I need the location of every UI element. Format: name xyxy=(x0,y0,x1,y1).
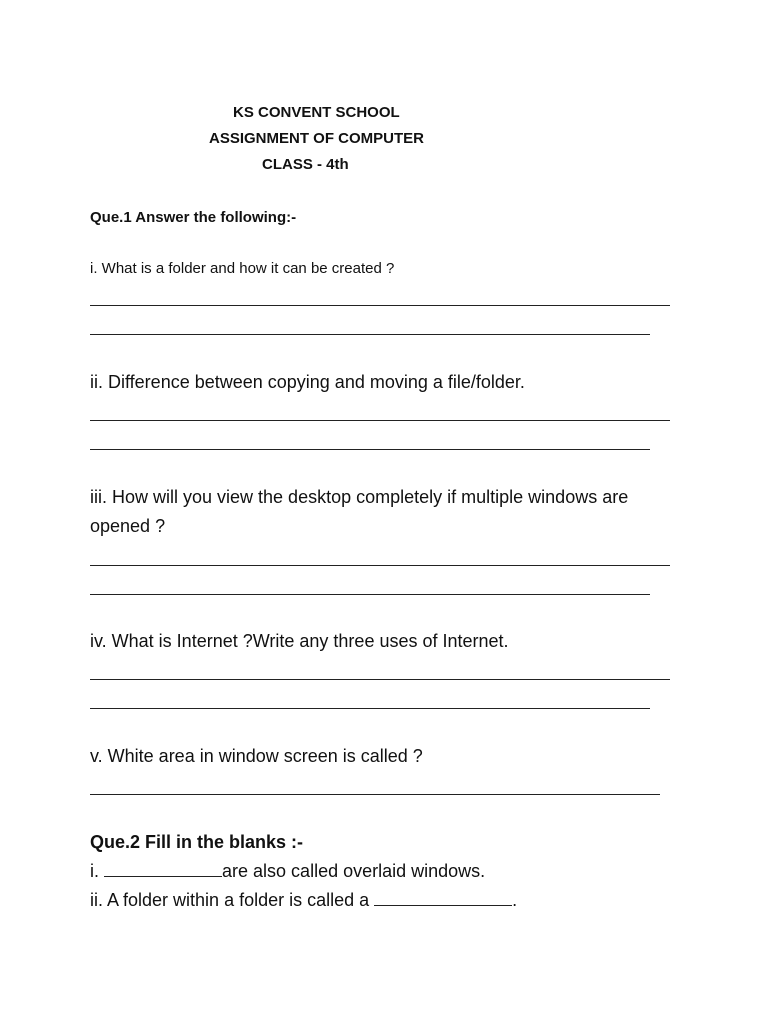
answer-line xyxy=(90,794,660,795)
fill-blank-i-prefix: i. xyxy=(90,861,105,881)
question-1-ii: ii. Difference between copying and moving a file/folder. xyxy=(90,372,525,392)
fill-blank-i xyxy=(90,860,485,882)
answer-line xyxy=(90,334,650,335)
fill-blank-i-suffix: are also called overlaid windows. xyxy=(222,861,486,881)
answer-line xyxy=(90,679,670,680)
blank-space xyxy=(104,860,222,877)
question-1-i: i. What is a folder and how it can be created ? xyxy=(90,260,395,277)
assignment-title: ASSIGNMENT OF COMPUTER xyxy=(209,130,425,147)
question-1-iii-line1: iii. How will you view the desktop completely if multiple windows are xyxy=(90,487,629,507)
section-1-title: Que.1 Answer the following:- xyxy=(90,209,297,226)
answer-line xyxy=(90,449,650,450)
class-label: CLASS - 4th xyxy=(262,156,349,173)
question-1-v: v. White area in window screen is called ? xyxy=(90,746,423,766)
question-1-iii-line2: opened ? xyxy=(90,516,166,536)
section-2-title: Que.2 Fill in the blanks :- xyxy=(90,832,304,852)
answer-line xyxy=(90,594,650,595)
fill-blank-ii-suffix: . xyxy=(512,890,518,910)
question-1-iv: iv. What is Internet ?Write any three uses of Internet. xyxy=(90,631,509,651)
fill-blank-ii xyxy=(90,889,517,911)
answer-line xyxy=(90,708,650,709)
blank-space xyxy=(374,889,512,906)
school-name: KS CONVENT SCHOOL xyxy=(233,104,400,121)
answer-line xyxy=(90,420,670,421)
fill-blank-ii-prefix: ii. A folder within a folder is called a xyxy=(90,890,375,910)
answer-line xyxy=(90,305,670,306)
answer-line xyxy=(90,565,670,566)
